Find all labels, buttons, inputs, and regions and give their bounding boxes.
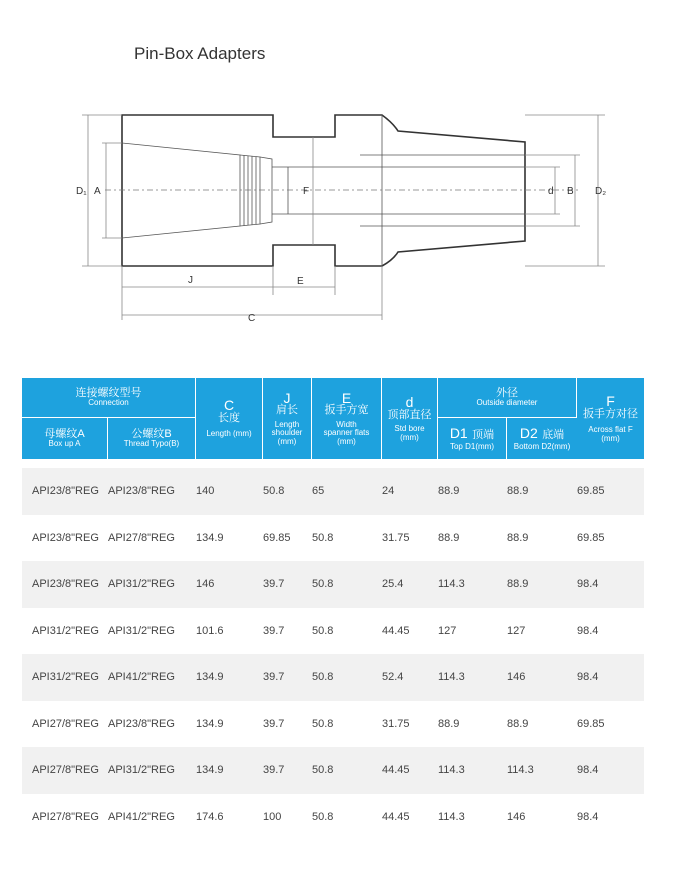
header-box: 母螺纹A Box up A (22, 418, 108, 460)
table-cell: 146 (507, 654, 577, 701)
table-cell: 146 (507, 810, 526, 823)
table-row (22, 794, 644, 841)
table-row (22, 561, 644, 608)
label-j: J (188, 275, 193, 286)
table-cell: 88.9 (507, 561, 577, 608)
header-f: F 扳手方对径 Across flat F (mm) (577, 378, 644, 460)
header-j: J 肩长 Length shoulder (mm) (263, 378, 312, 460)
table-cell: 98.4 (577, 747, 644, 794)
table-cell: 114.3 (438, 561, 507, 608)
table-cell: API23/8"REG (22, 561, 108, 608)
header-e: E 扳手方宽 Width spanner flats (mm) (312, 378, 382, 460)
table-cell: API41/2"REG (108, 810, 175, 823)
table-cell: API31/2"REG (108, 561, 196, 608)
label-d2: D₂ (595, 186, 607, 197)
table-cell: 88.9 (438, 531, 460, 544)
table-cell: API23/8"REG (108, 468, 196, 515)
header-d1: D1 顶端 Top D1(mm) (438, 418, 507, 460)
table-cell: 44.45 (382, 747, 438, 794)
table-cell: 50.8 (312, 747, 382, 794)
table-cell: 114.3 (507, 747, 577, 794)
table-cell: 69.85 (577, 468, 644, 515)
table-cell: API31/2"REG (108, 747, 196, 794)
table-row (22, 468, 644, 515)
table-cell: 31.75 (382, 531, 410, 544)
table-cell: 25.4 (382, 561, 438, 608)
table-cell: 100 (263, 810, 282, 823)
table-cell: 44.45 (382, 810, 410, 823)
table-cell: 127 (507, 624, 526, 637)
label-d1: D₁ (76, 186, 87, 197)
table-cell: 98.4 (577, 561, 644, 608)
table-cell: 50.8 (312, 717, 334, 730)
table-cell: 39.7 (263, 654, 312, 701)
table-cell: 50.8 (312, 654, 382, 701)
table-cell: 52.4 (382, 654, 438, 701)
spec-table-container (22, 378, 644, 840)
header-pin: 公螺纹B Thread Typo(B) (108, 418, 196, 460)
table-cell: 146 (196, 561, 263, 608)
table-cell: API27/8"REG (108, 531, 175, 544)
table-cell: API41/2"REG (108, 654, 196, 701)
table-cell: 50.8 (312, 531, 334, 544)
table-cell: 39.7 (263, 624, 285, 637)
table-cell: API27/8"REG (32, 717, 99, 730)
header-c: C 长度 Length (mm) (196, 378, 263, 460)
table-cell: 88.9 (507, 717, 529, 730)
label-b: B (567, 186, 574, 197)
table-cell: API31/2"REG (32, 624, 99, 637)
adapter-outline (122, 115, 525, 266)
table-cell: 174.6 (196, 810, 224, 823)
table-cell: API27/8"REG (32, 810, 99, 823)
header-d: d 顶部直径 Std bore (mm) (382, 378, 438, 460)
table-cell: 134.9 (196, 531, 224, 544)
table-cell: 50.8 (263, 468, 312, 515)
page-title: Pin-Box Adapters (134, 44, 266, 63)
table-cell: 88.9 (507, 468, 577, 515)
table-cell: 98.4 (577, 654, 644, 701)
table-cell: API31/2"REG (108, 624, 175, 637)
table-cell: 140 (196, 468, 263, 515)
table-cell: 39.7 (263, 747, 312, 794)
table-cell: 88.9 (438, 468, 507, 515)
table-cell: 39.7 (263, 561, 312, 608)
label-d: d (548, 186, 554, 197)
table-cell: 98.4 (577, 624, 599, 637)
table-cell: 31.75 (382, 717, 410, 730)
table-cell: 134.9 (196, 717, 224, 730)
table-cell: 88.9 (438, 717, 460, 730)
table-row (22, 654, 644, 701)
table-cell: API23/8"REG (32, 531, 99, 544)
header-connection: 连接螺纹型号 Connection (22, 378, 196, 418)
header-outside-diameter: 外径 Outside diameter (438, 378, 577, 418)
table-cell: 65 (312, 468, 382, 515)
table-row (22, 515, 644, 562)
table-cell: 114.3 (438, 810, 465, 823)
table-cell: 88.9 (507, 531, 529, 544)
label-c: C (248, 313, 256, 324)
table-cell: 127 (438, 624, 457, 637)
table-cell: API23/8"REG (108, 717, 175, 730)
table-row (22, 608, 644, 655)
table-cell: 69.85 (263, 531, 291, 544)
table-cell: 101.6 (196, 624, 224, 637)
spec-table-body (22, 460, 644, 840)
label-a: A (94, 186, 101, 197)
header-d2: D2 底端 Bottom D2(mm) (507, 418, 577, 460)
table-cell: 134.9 (196, 747, 263, 794)
table-cell: API27/8"REG (22, 747, 108, 794)
table-cell: 39.7 (263, 717, 285, 730)
table-cell: 44.45 (382, 624, 410, 637)
table-cell: 50.8 (312, 624, 334, 637)
table-cell: 114.3 (438, 747, 507, 794)
table-cell: 50.8 (312, 561, 382, 608)
label-e: E (297, 276, 304, 287)
adapter-diagram (60, 95, 620, 330)
table-cell: API31/2"REG (22, 654, 108, 701)
table-row (22, 747, 644, 794)
table-cell: 114.3 (438, 654, 507, 701)
label-f: F (303, 186, 310, 197)
table-cell: 24 (382, 468, 438, 515)
table-cell: API23/8"REG (22, 468, 108, 515)
spec-table (22, 378, 644, 840)
table-cell: 134.9 (196, 654, 263, 701)
table-cell: 69.85 (577, 531, 605, 544)
table-cell: 98.4 (577, 810, 599, 823)
table-row (22, 701, 644, 748)
table-cell: 50.8 (312, 810, 334, 823)
table-cell: 69.85 (577, 717, 605, 730)
